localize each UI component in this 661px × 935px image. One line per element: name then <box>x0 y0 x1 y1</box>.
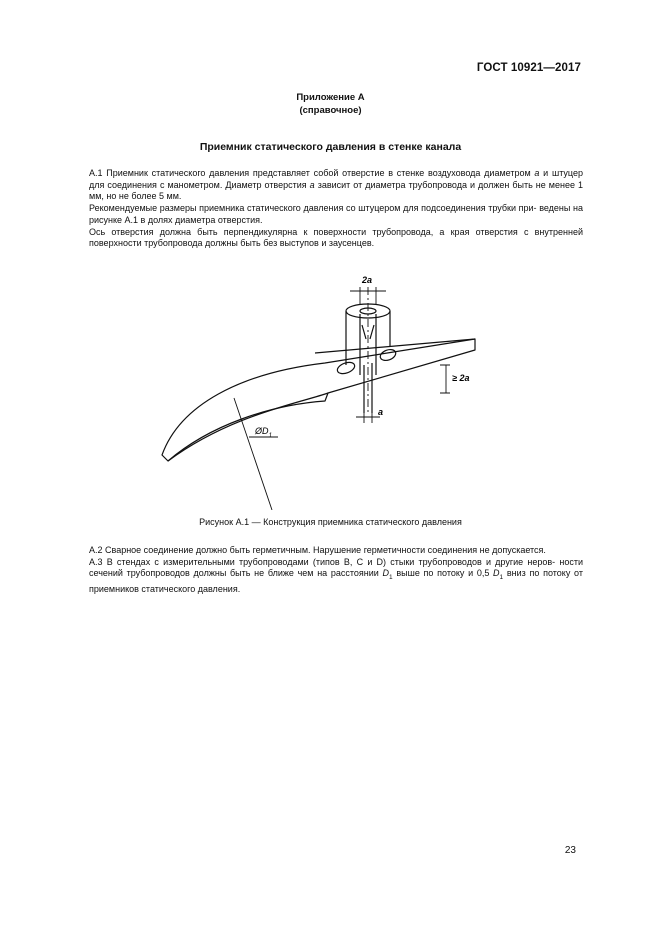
paragraph-axis <box>75 227 583 250</box>
variable-d: D <box>382 568 390 579</box>
dim-label-2a: 2а <box>362 275 373 285</box>
diameter-label-main: ØD <box>255 426 269 436</box>
diameter-label-sub: 1 <box>268 432 273 439</box>
variable-d: D <box>493 568 500 579</box>
dim-label-ge2a: ≥ 2а <box>452 373 470 383</box>
text-segment: А.3 В стендах с измерительными трубопроводами (типов В, С и D) стыки трубопроводов и другие неров- <box>89 556 556 567</box>
appendix-title: Приложение А <box>296 92 365 103</box>
text-segment: от приемников статического давления. <box>89 568 583 594</box>
weld-right <box>379 348 397 363</box>
body-text-bottom <box>75 545 583 596</box>
pipe-wall-inner-curve <box>168 393 328 461</box>
dim-ge2a-lines <box>440 365 450 393</box>
text-segment: и <box>539 168 549 178</box>
text-segment: Ось отверстия должна быть перпендикулярна к поверхности трубопровода, а края отверстия с внутренней <box>89 226 583 237</box>
section-title: Приемник статического давления в стенке канала <box>199 141 462 153</box>
dim-label-a: а <box>378 407 384 417</box>
text-segment: менее 1 мм, но не более 5 мм. <box>89 179 583 202</box>
text-segment: Рекомендуемые размеры приемника статического давления со штуцером для подсоединения трубки при- <box>89 203 537 214</box>
figure-caption: Рисунок А.1 — Конструкция приемника статического давления <box>199 517 462 527</box>
dim-a-lines <box>356 413 380 423</box>
page-number: 23 <box>564 845 576 856</box>
weld-left <box>336 360 356 376</box>
appendix-heading <box>0 91 661 117</box>
text-segment: ведены на рисунке А.1 в долях диаметра отверстия. <box>89 203 583 225</box>
text-segment: вниз по потоку <box>503 568 571 579</box>
text-segment: штуцер для соединения с манометром. Диаметр отверстия <box>89 168 583 190</box>
subscript-1: 1 <box>389 574 393 582</box>
variable-a: а <box>534 168 540 178</box>
standard-code: ГОСТ 10921—2017 <box>476 62 581 74</box>
variable-a: а <box>309 179 315 190</box>
text-segment: поверхности трубопровода должны быть без выступов и заусенцев. <box>89 238 375 249</box>
appendix-status: (справочное) <box>299 105 362 116</box>
text-segment: выше по потоку и 0,5 <box>392 568 494 579</box>
paragraph-a1 <box>75 168 583 203</box>
text-segment: ности сечений трубопроводов должны быть не ближе чем на расстоянии <box>89 556 583 579</box>
body-text-top <box>75 168 583 250</box>
paragraph-recommended <box>75 203 583 226</box>
text-segment: А.1 Приемник статического давления представляет собой отверстие в стенке воздуховода диаметром <box>89 168 535 178</box>
paragraph-a3 <box>75 557 583 596</box>
paragraph-a2: А.2 Сварное соединение должно быть герметичным. Нарушение герметичности соединения не допускается. <box>89 545 546 555</box>
text-segment: зависит от диаметра трубопровода и должен быть не <box>314 179 546 190</box>
pipe-wall-outline <box>162 339 475 461</box>
figure-a1-drawing <box>150 265 490 510</box>
subscript-1: 1 <box>499 574 504 582</box>
